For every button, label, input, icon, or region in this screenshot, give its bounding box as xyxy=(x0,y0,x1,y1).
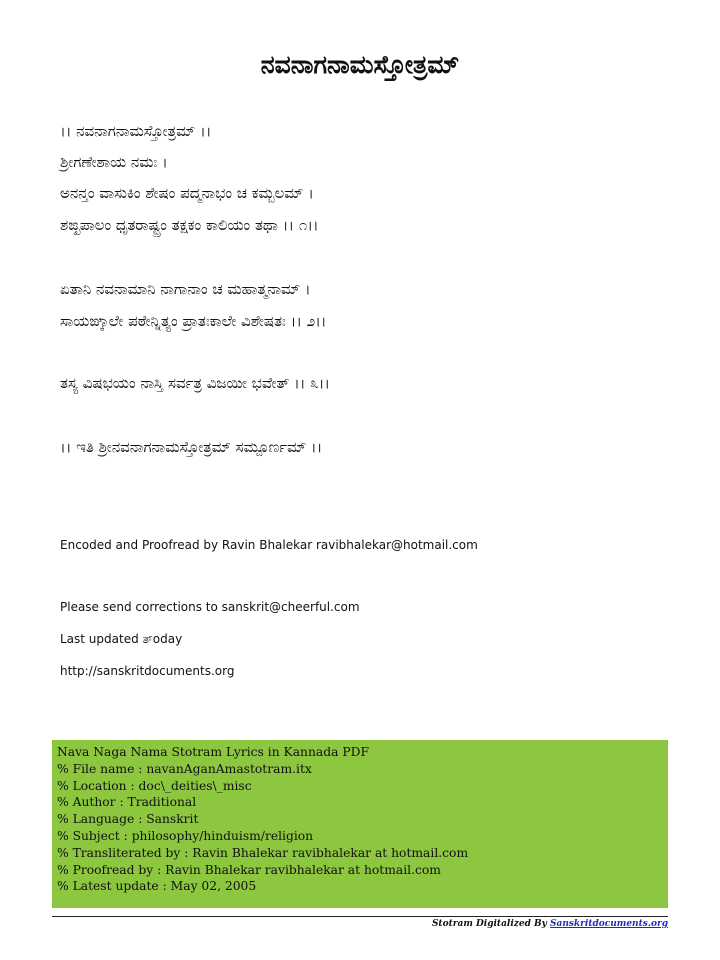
verse-line: ಏತಾನಿ ನವನಾಮಾನಿ ನಾಗಾನಾಂ ಚ ಮಹಾತ್ಮನಾಮ್ । xyxy=(60,280,311,298)
encoded-by-text: Encoded and Proofread by Ravin Bhalekar ravibhalekar@hotmail.com xyxy=(60,538,478,552)
footer-prefix: Stotram Digitalized By xyxy=(431,919,550,929)
info-transliterated-by: % Transliterated by : Ravin Bhalekar ravibhalekar at hotmail.com xyxy=(57,845,469,860)
info-file-name: % File name : navanAganAmastotram.itx xyxy=(57,761,312,776)
footer-credit xyxy=(432,919,668,929)
page-title: ನವನಾಗನಾಮಸ್ತೋತ್ರಮ್ xyxy=(260,50,460,79)
info-title: Nava Naga Nama Stotram Lyrics in Kannada PDF xyxy=(57,745,370,759)
verse-closing: ।। ಇತಿ ಶ್ರೀನವನಾಗನಾಮಸ್ತೋತ್ರಮ್ ಸಮ್ಪೂರ್ಣಮ್ ।। xyxy=(60,438,323,456)
verse-line: ಸಾಯಙ್ಕಾಲೇ ಪಠೇನ್ನಿತ್ಯಂ ಪ್ರಾತಃಕಾಲೇ ವಿಶೇಷತಃ ।। ೨।। xyxy=(60,312,327,330)
footer-divider xyxy=(52,916,668,917)
last-updated-text: Last updated ತ್oday xyxy=(60,632,183,646)
document-info-box xyxy=(52,740,668,908)
info-author: % Author : Traditional xyxy=(57,795,197,810)
info-location: % Location : doc\_deities\_misc xyxy=(57,778,252,793)
info-language: % Language : Sanskrit xyxy=(57,812,199,827)
info-subject: % Subject : philosophy/hinduism/religion xyxy=(57,828,314,843)
corrections-text: Please send corrections to sanskrit@cheerful.com xyxy=(60,600,360,614)
verse-line: ಅನನ್ತಂ ವಾಸುಕಿಂ ಶೇಷಂ ಪದ್ಮನಾಭಂ ಚ ಕಮ್ಬಲಮ್ । xyxy=(60,184,314,202)
verse-line: ಶಙ್ಖಪಾಲಂ ಧೃತರಾಷ್ಟ್ರಂ ತಕ್ಷಕಂ ಕಾಲಿಯಂ ತಥಾ ।। ೧।। xyxy=(60,216,319,234)
footer-link[interactable]: Sanskritdocuments.org xyxy=(549,919,668,929)
info-proofread-by: % Proofread by : Ravin Bhalekar ravibhalekar at hotmail.com xyxy=(57,862,441,877)
info-latest-update: % Latest update : May 02, 2005 xyxy=(57,879,257,894)
verse-line: ಶ್ರೀಗಣೇಶಾಯ ನಮಃ । xyxy=(60,153,168,171)
verse-heading: ।। ನವನಾಗನಾಮಸ್ತೋತ್ರಮ್ ।। xyxy=(60,122,212,140)
website-url: http://sanskritdocuments.org xyxy=(60,664,235,678)
verse-line: ತಸ್ಯ ವಿಷಭಯಂ ನಾಸ್ತಿ ಸರ್ವತ್ರ ವಿಜಯೀ ಭವೇತ್ ।। ೩।। xyxy=(60,374,331,392)
